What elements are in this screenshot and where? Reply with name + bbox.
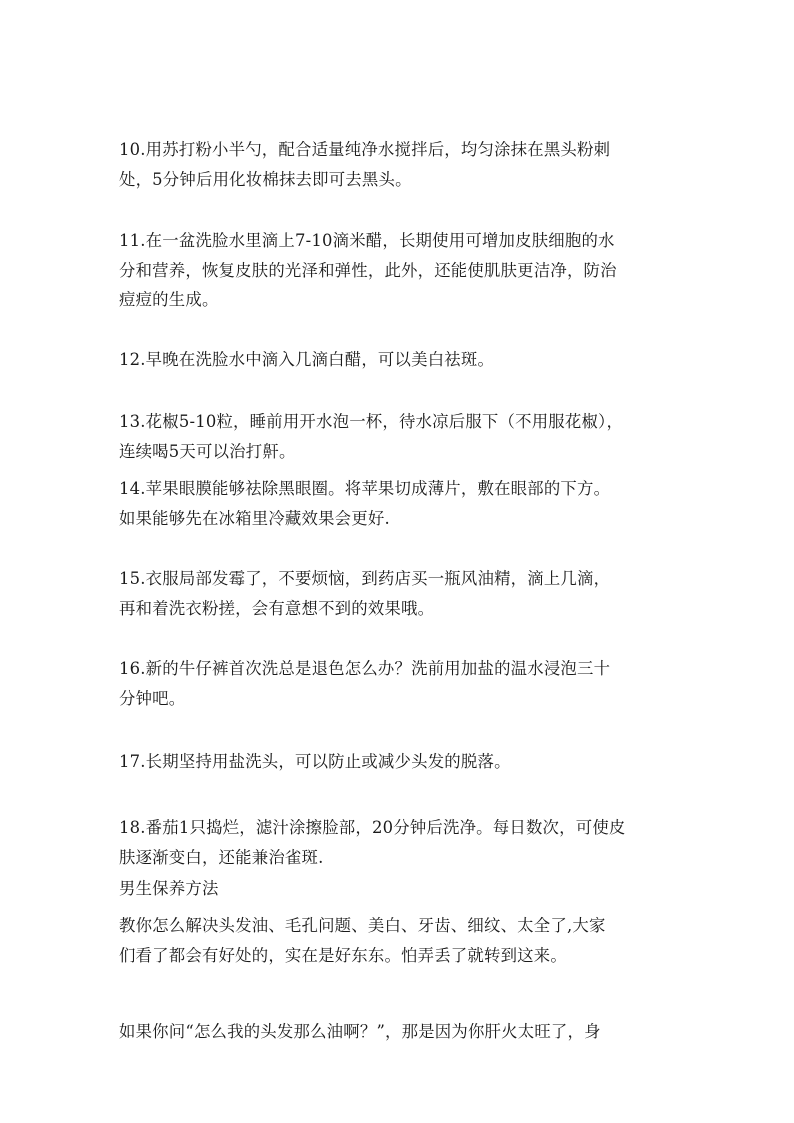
tip-18-paragraph: 18.番茄1只捣烂，滤汁涂擦脸部，20分钟后洗净。每日数次，可使皮 肤逐渐变白，还能兼治雀斑. xyxy=(119,818,626,867)
tip-14-paragraph: 14.苹果眼膜能够祛除黑眼圈。将苹果切成薄片，敷在眼部的下方。 如果能够先在冰箱里冷藏效果会更好. xyxy=(119,479,611,528)
tip-13-paragraph: 13.花椒5-10粒，睡前用开水泡一杯，待水凉后服下（不用服花椒）， 连续喝5天可以治打鼾。 xyxy=(119,412,624,461)
question-paragraph: 如果你问“怎么我的头发那么油啊？”，那是因为你肝火太旺了，身 xyxy=(119,1022,601,1041)
intro-paragraph: 教你怎么解决头发油、毛孔问题、美白、牙齿、细纹、太全了,大家 们看了都会有好处的，实在是好东东。怕弄丢了就转到这来。 xyxy=(119,916,606,965)
tip-10-paragraph: 10.用苏打粉小半勺，配合适量纯净水搅拌后，均匀涂抹在黑头粉刺 处，5分钟后用化妆棉抹去即可去黑头。 xyxy=(119,140,611,189)
tip-11-paragraph: 11.在一盆洗脸水里滴上7-10滴米醋，长期使用可增加皮肤细胞的水 分和营养，恢复皮肤的光泽和弹性，此外，还能使肌肤更洁净，防治 痘痘的生成。 xyxy=(119,231,617,309)
tip-15-paragraph: 15.衣服局部发霉了，不要烦恼，到药店买一瓶风油精，滴上几滴， 再和着洗衣粉搓，会有意想不到的效果哦。 xyxy=(119,569,611,618)
section-heading: 男生保养方法 xyxy=(119,879,219,898)
tip-16-paragraph: 16.新的牛仔裤首次洗总是退色怎么办？洗前用加盐的温水浸泡三十 分钟吧。 xyxy=(119,659,611,708)
tip-17-paragraph: 17.长期坚持用盐洗头，可以防止或减少头发的脱落。 xyxy=(119,752,511,771)
tip-12-paragraph: 12.早晚在洗脸水中滴入几滴白醋，可以美白祛斑。 xyxy=(119,350,495,369)
